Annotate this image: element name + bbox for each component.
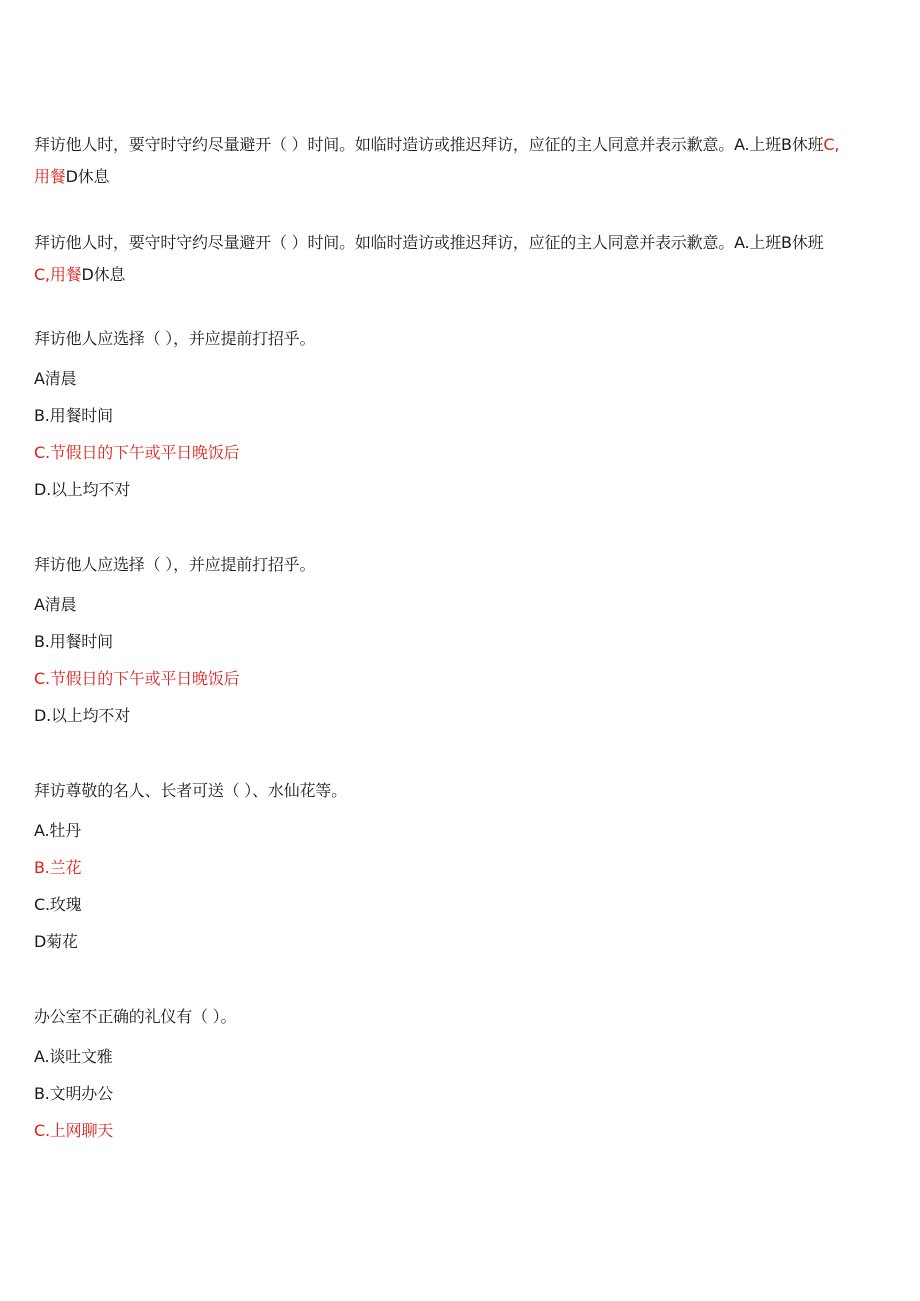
question-5-option-a: A.牡丹 <box>34 821 81 840</box>
question-2-answer: C,用餐 <box>34 265 82 284</box>
question-1-answer-part1: C, <box>823 135 840 154</box>
question-3-option-b: B.用餐时间 <box>34 406 113 425</box>
question-4-option-d: D.以上均不对 <box>34 706 131 725</box>
question-5-option-d: D菊花 <box>34 932 78 951</box>
question-1-answer-part2: 用餐 <box>34 167 66 186</box>
question-2-option-d: D休息 <box>81 265 126 284</box>
question-6-option-c-answer: C.上网聊天 <box>34 1121 114 1140</box>
question-4-option-b: B.用餐时间 <box>34 632 113 651</box>
question-2-stem-line2 <box>34 265 125 285</box>
question-5-stem: 拜访尊敬的名人、长者可送（ ）、水仙花等。 <box>34 781 347 800</box>
question-3-option-d: D.以上均不对 <box>34 480 131 499</box>
question-4-option-a: A清晨 <box>34 595 77 614</box>
question-3-stem: 拜访他人应选择（ ），并应提前打招乎。 <box>34 329 316 348</box>
question-1-stem-line1 <box>34 135 839 155</box>
question-5-option-b-answer: B.兰花 <box>34 858 82 877</box>
question-4-stem: 拜访他人应选择（ ），并应提前打招乎。 <box>34 555 316 574</box>
question-6-stem: 办公室不正确的礼仪有（ ）。 <box>34 1007 237 1026</box>
question-6-option-a: A.谈吐文雅 <box>34 1047 113 1066</box>
question-3-option-c-answer: C.节假日的下午或平日晚饭后 <box>34 443 240 462</box>
question-1-stem-text: 拜访他人时，要守时守约尽量避开（ ）时间。如临时造访或推迟拜访，应征的主人同意并表示歉意。A.上班B休班 <box>34 135 824 154</box>
question-3-option-a: A清晨 <box>34 369 77 388</box>
question-6-option-b: B.文明办公 <box>34 1084 113 1103</box>
question-4-option-c-answer: C.节假日的下午或平日晚饭后 <box>34 669 240 688</box>
question-1-stem-line2 <box>34 167 109 187</box>
question-2-stem-text: 拜访他人时，要守时守约尽量避开（ ）时间。如临时造访或推迟拜访，应征的主人同意并表示歉意。A.上班B休班 <box>34 233 824 252</box>
question-5-option-c: C.玫瑰 <box>34 895 82 914</box>
question-2-stem-line1 <box>34 233 823 253</box>
question-1-option-d: D休息 <box>65 167 110 186</box>
